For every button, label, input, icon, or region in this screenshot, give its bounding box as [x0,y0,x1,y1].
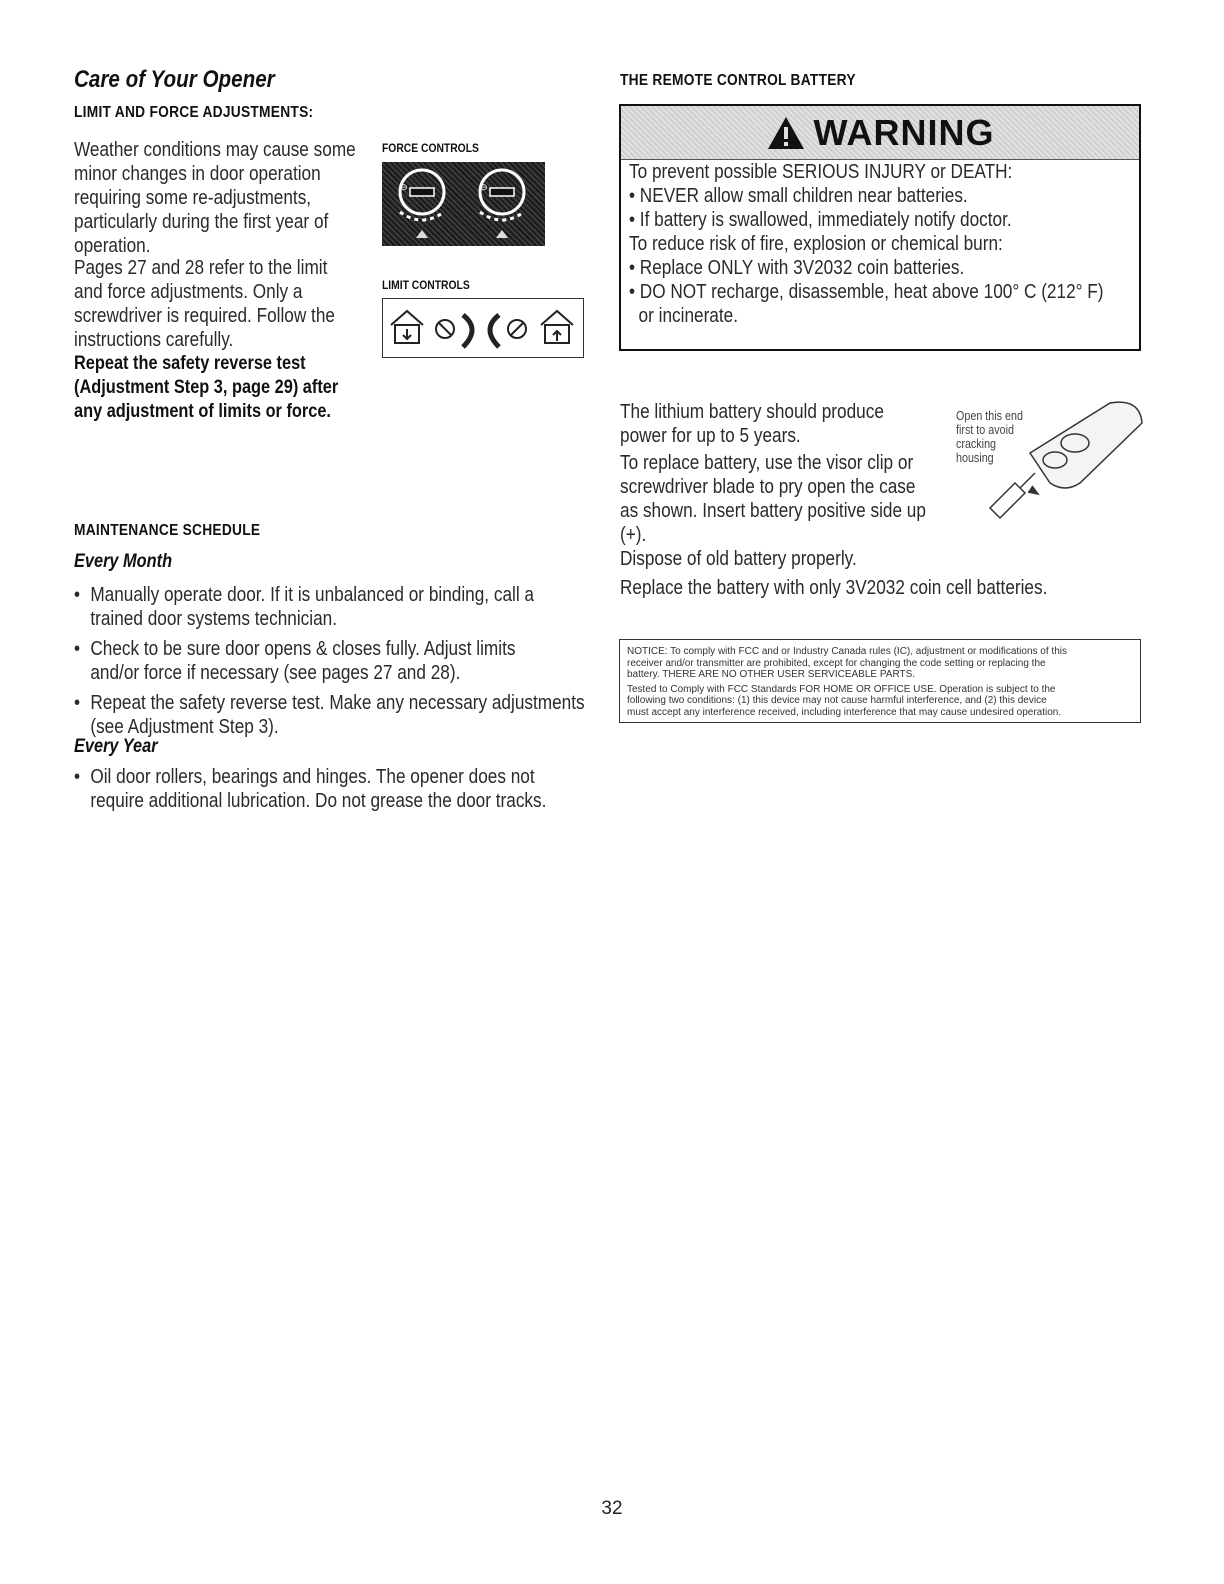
battery-replace-para: To replace battery, use the visor clip or screwdriver blade to pry open the case as shown. Insert battery positive side up (+). [620,452,926,546]
limit-force-heading: LIMIT AND FORCE ADJUSTMENTS: [74,104,314,121]
force-dial-icon [382,162,545,246]
fcc-notice-text: NOTICE: To comply with FCC and or Industry Canada rules (IC), adjustment or modifications of this receiver and/or transmitter are prohibited, except for changing the code setting or replacing the battery. THERE ARE NO OTHER USER SERVICEABLE PARTS. Tested to Comply with FCC Standards FOR HOME OR OFFICE USE. Operation is subject to the following two conditions: (1) this device may not cause harmful interference, and (2) this device must accept any interference received, including interference that may cause undesired operation. [627,646,1067,718]
list-item: • Check to be sure door opens & closes fully. Adjust limits and/or force if necessary (see pages 27 and 28). [74,638,516,684]
dispose-note: Dispose of old battery properly. [620,548,857,570]
svg-text:⊖: ⊖ [480,183,488,193]
warning-label: WARNING [813,111,995,153]
svg-text:⊖: ⊖ [400,183,408,193]
limit-force-para1: Weather conditions may cause some minor changes in door operation requiring some re-adjustments, particularly during the first year of operation. [74,139,356,257]
limit-force-para2: Pages 27 and 28 refer to the limit and force adjustments. Only a screwdriver is required. Follow the instructions carefully. [74,257,335,351]
fcc-notice-box [619,639,1141,723]
list-item: • Oil door rollers, bearings and hinges. The opener does not require additional lubrication. Do not grease the door tracks. [74,766,547,812]
list-item: • Repeat the safety reverse test. Make any necessary adjustments (see Adjustment Step 3). [74,692,585,738]
warning-text: To prevent possible SERIOUS INJURY or DEATH: • NEVER allow small children near batteries. • If battery is swallowed, immediately notify doctor. To reduce risk of fire, explosion or chemical burn: • Replace ONLY with 3V2032 coin batteries. • DO NOT recharge, disassemble, heat above 100° C (212° F) or incinerate. [629,161,1104,327]
safety-reverse-note: Repeat the safety reverse test (Adjustment Step 3, page 29) after any adjustment of limits or force. [74,353,339,422]
every-year-heading: Every Year [74,736,158,757]
battery-life-para: The lithium battery should produce power for up to 5 years. [620,401,884,447]
limit-controls-caption: LIMIT CONTROLS [382,278,470,292]
warning-banner [621,106,1139,160]
page-title: Care of Your Opener [74,66,275,93]
warning-box [619,104,1141,351]
remote-callout: Open this end first to avoid cracking housing [956,409,1023,465]
force-controls-caption: FORCE CONTROLS [382,141,479,155]
maintenance-heading: MAINTENANCE SCHEDULE [74,522,261,539]
limit-controls-image [382,298,584,358]
screwdriver-icon [990,473,1038,518]
year-items [74,765,546,813]
limit-up-icon [541,311,573,343]
warning-triangle-icon [766,115,806,151]
month-items [74,583,585,739]
replace-note: Replace the battery with only 3V2032 coin cell batteries. [620,577,1048,599]
page-number: 32 [601,1498,623,1519]
list-item: • Manually operate door. If it is unbalanced or binding, call a trained door systems technician. [74,584,535,630]
every-month-heading: Every Month [74,551,173,572]
force-controls-image [382,162,545,246]
remote-control-icon [970,398,1150,523]
limit-down-icon [391,311,423,343]
battery-heading: THE REMOTE CONTROL BATTERY [620,72,856,89]
